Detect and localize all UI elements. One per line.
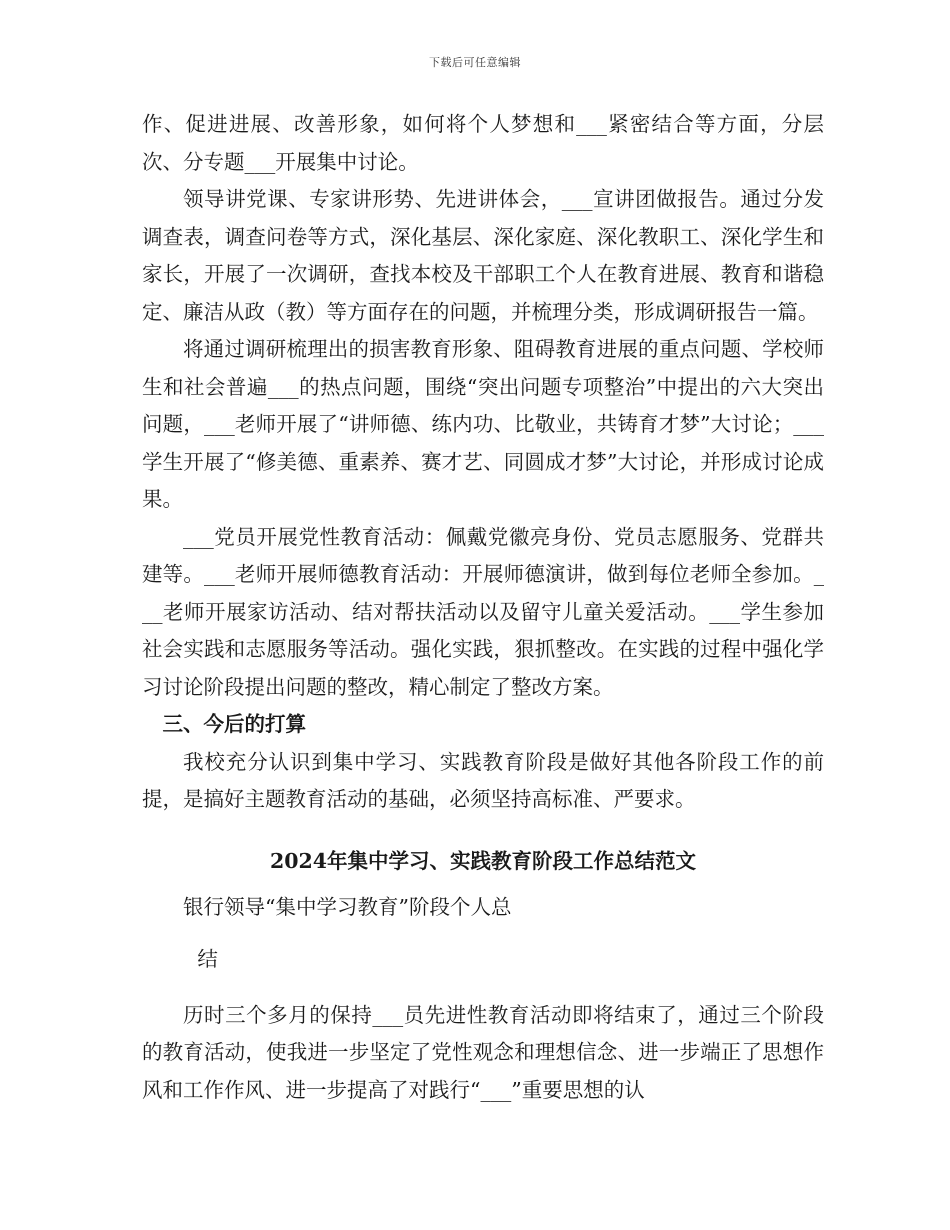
paragraph-continuation: 作、促进进展、改善形象，如何将个人梦想和___紧密结合等方面，分层次、分专题___开展集中讨论。: [142, 112, 824, 174]
paragraph-activities: ___党员开展党性教育活动：佩戴党徽亮身份、党员志愿服务、党群共建等。___老师开展师德教育活动：开展师德演讲，做到每位老师全参加。___老师开展家访活动、结对帮扶活动以及留守儿童关爱活动。___学生参加社会实践和志愿服务等活动。强化实践，狠抓整改。在实践的过程中强化学习讨论阶段提出问题的整改，精心制定了整改方案。: [142, 524, 824, 699]
document-title: 2024年集中学习、实践教育阶段工作总结范文: [269, 848, 697, 873]
final-paragraph: 历时三个多月的保持___员先进性教育活动即将结束了，通过三个阶段的教育活动，使我进一步坚定了党性观念和理想信念、进一步端正了思想作风和工作作风、进一步提高了对践行“___”重要思想的认: [142, 1002, 824, 1102]
paragraph-issues: 将通过调研梳理出的损害教育形象、阻碍教育进展的重点问题、学校师生和社会普遍___的热点问题，围绕“突出问题专项整治”中提出的六大突出问题，___老师开展了“讲师德、练内功、比敬业，共铸育才梦”大讨论；___学生开展了“修美德、重素养、赛才艺、同圆成才梦”大讨论，并形成讨论成果。: [142, 337, 824, 511]
subtitle-line-2: 结: [197, 946, 218, 971]
subtitle-line-1: 银行领导“集中学习教育”阶段个人总: [183, 894, 512, 919]
page-header: 下载后可任意编辑: [429, 56, 521, 69]
paragraph-lectures: 领导讲党课、专家讲形势、先进讲体会，___宣讲团做报告。通过分发调查表，调查问卷等方式，深化基层、深化家庭、深化教职工、深化学生和家长，开展了一次调研，查找本校及干部职工个人在教育进展、教育和谐稳定、廉洁从政（教）等方面存在的问题，并梳理分类，形成调研报告一篇。: [142, 187, 824, 324]
section-heading: 三、今后的打算: [162, 712, 306, 736]
section-paragraph: 我校充分认识到集中学习、实践教育阶段是做好其他各阶段工作的前提，是搞好主题教育活动的基础，必须坚持高标准、严要求。: [142, 749, 824, 811]
document-body: [142, 106, 824, 1109]
